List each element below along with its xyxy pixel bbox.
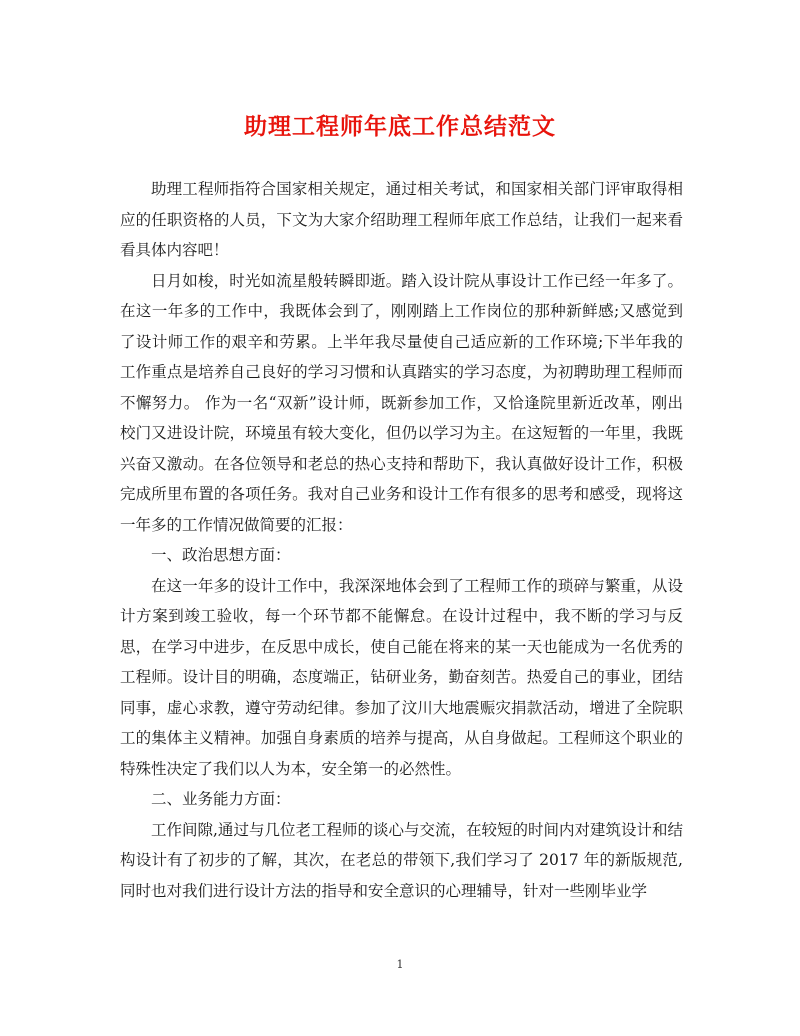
section-heading-political: 一、政治思想方面： <box>151 546 291 564</box>
document-body <box>120 174 683 906</box>
page-number: 1 <box>396 958 404 971</box>
document-title: 助理工程师年底工作总结范文 <box>244 113 556 140</box>
intro-paragraph: 助理工程师指符合国家相关规定，通过相关考试，和国家相关部门评审取得相应的任职资格的人员，下文为大家介绍助理工程师年底工作总结，让我们一起来看看具体内容吧！ <box>120 180 683 259</box>
section-heading-business: 二、业务能力方面： <box>151 790 291 808</box>
body-paragraph: 在这一年多的设计工作中，我深深地体会到了工程师工作的琐碎与繁重，从设计方案到竣工验收，每一个环节都不能懈怠。在设计过程中，我不断的学习与反思，在学习中进步，在反思中成长，使自己能在将来的某一天也能成为一名优秀的工程师。设计目的明确，态度端正，钻研业务，勤奋刻苦。热爱自己的事业，团结同事，虚心求教，遵守劳动纪律。参加了汶川大地震赈灾捐款活动，增进了全院职工的集体主义精神。加强自身素质的培养与提高，从自身做起。工程师这个职业的特殊性决定了我们以人为本，安全第一的必然性。 <box>120 576 683 778</box>
body-paragraph: 日月如梭，时光如流星般转瞬即逝。踏入设计院从事设计工作已经一年多了。在这一年多的工作中，我既体会到了，刚刚踏上工作岗位的那种新鲜感;又感觉到了设计师工作的艰辛和劳累。上半年我尽量使自己适应新的工作环境;下半年我的工作重点是培养自己良好的学习习惯和认真踏实的学习态度，为初聘助理工程师而不懈努力。 作为一名“双新”设计师，既新参加工作，又恰逢院里新近改革，刚出校门又进设计院，环境虽有较大变化，但仍以学习为主。在这短暂的一年里，我既兴奋又激动。在各位领导和老总的热心支持和帮助下，我认真做好设计工作，积极完成所里布置的各项任务。我对自己业务和设计工作有很多的思考和感受，现将这一年多的工作情况做简要的汇报： <box>120 271 683 534</box>
body-paragraph: 工作间隙,通过与几位老工程师的谈心与交流，在较短的时间内对建筑设计和结构设计有了初步的了解，其次，在老总的带领下,我们学习了 2017 年的新版规范,同时也对我们进行设计方法的指导和安全意识的心理辅导，针对一些刚毕业学 <box>120 820 683 900</box>
